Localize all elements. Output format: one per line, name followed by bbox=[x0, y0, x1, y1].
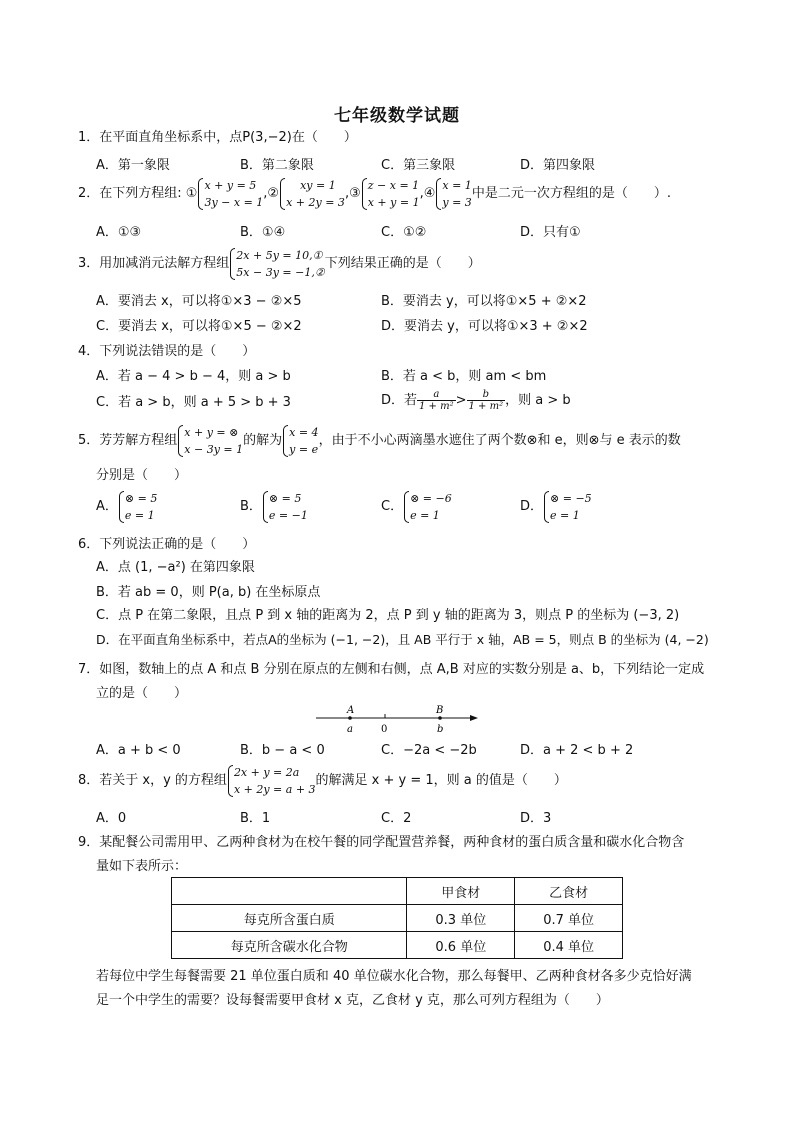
q4-d-num1: a bbox=[417, 389, 456, 401]
question-7: 7．如图，数轴上的点 A 和点 B 分别在原点的左侧和右侧，点 A,B 对应的实数分别是 a、b，下列结论一定成 bbox=[78, 662, 705, 677]
q6-option-d: D．在平面直角坐标系中，若点A的坐标为 (−1, −2)，且 AB 平行于 x 轴，AB = 5，则点 B 的坐标为 (4, −2) bbox=[96, 632, 709, 647]
page-title: 七年级数学试题 bbox=[334, 106, 460, 126]
q5-option-a bbox=[96, 489, 157, 525]
q8-suffix: 的解满足 x + y = 1，则 a 的值是（ ） bbox=[315, 773, 567, 788]
q3-prefix: 3．用加减消元法解方程组 bbox=[78, 256, 230, 271]
question-9-line-3: 若每位中学生每餐需要 21 单位蛋白质和 40 单位碳水化合物，那么每餐甲、乙两种食材各多少克恰好满 bbox=[96, 969, 692, 984]
q5-c-system bbox=[403, 490, 452, 524]
q8-option-c: C．2 bbox=[381, 811, 412, 826]
question-9: 9．某配餐公司需用甲、乙两种食材为在校午餐的同学配置营养餐，两种食材的蛋白质含量和碳水化合物含 bbox=[78, 835, 685, 850]
q2-s4-row1: x = 1 bbox=[442, 178, 472, 192]
q3-suffix: 下列结果正确的是（ ） bbox=[324, 256, 481, 271]
q2-circle-2: ,② bbox=[263, 186, 280, 201]
q4-option-a: A．若 a − 4 > b − 4，则 a > b bbox=[96, 369, 291, 384]
question-6: 6．下列说法正确的是（ ） bbox=[78, 537, 256, 552]
point-a-label: A bbox=[347, 705, 355, 716]
table-cell: 每克所含蛋白质 bbox=[172, 905, 407, 932]
q1-option-d: D．第四象限 bbox=[520, 158, 596, 173]
q5-b-system bbox=[262, 490, 308, 524]
q7-option-c: C．−2a < −2b bbox=[381, 743, 477, 758]
q5-suffix: ，由于不小心两滴墨水遮住了两个数⊗和 e，则⊗与 e 表示的数 bbox=[318, 433, 681, 448]
q4-d-prefix: D．若 bbox=[381, 393, 418, 408]
q8-row1: 2x + y = 2a bbox=[233, 765, 300, 779]
q4-option-d bbox=[381, 386, 571, 416]
table-cell: 每克所含碳水化合物 bbox=[172, 932, 407, 959]
q5-a-system bbox=[118, 490, 157, 524]
q3-option-c: C．要消去 x，可以将①×5 − ②×2 bbox=[96, 319, 302, 334]
table-cell: 0.4 单位 bbox=[515, 932, 623, 959]
point-a-dot bbox=[348, 716, 352, 720]
nutrition-table bbox=[171, 877, 623, 959]
q2-system-2 bbox=[279, 177, 345, 211]
q2-s2-row1: xy = 1 bbox=[300, 178, 336, 192]
q5-d-system bbox=[543, 490, 592, 524]
table-row bbox=[172, 932, 623, 959]
q3-row2: 5x − 3y = −1,② bbox=[236, 265, 325, 279]
table-header-cell: 甲食材 bbox=[407, 878, 515, 905]
origin-label: 0 bbox=[381, 724, 388, 735]
table-cell: 0.7 单位 bbox=[515, 905, 623, 932]
q2-option-a: A．①③ bbox=[96, 225, 142, 240]
q4-option-c: C．若 a > b，则 a + 5 > b + 3 bbox=[96, 395, 291, 410]
q8-option-d: D．3 bbox=[520, 811, 552, 826]
q7-option-b: B．b − a < 0 bbox=[240, 743, 325, 758]
q8-option-a: A．0 bbox=[96, 811, 127, 826]
q5-c-row1: ⊗ = −6 bbox=[410, 491, 452, 505]
q7-option-a: A．a + b < 0 bbox=[96, 743, 181, 758]
q8-prefix: 8．若关于 x，y 的方程组 bbox=[78, 773, 227, 788]
question-7-line-2: 立的是（ ） bbox=[96, 686, 188, 701]
q2-s3-row1: z − x = 1 bbox=[367, 178, 420, 192]
q4-option-b: B．若 a < b，则 am < bm bbox=[381, 369, 547, 384]
value-a-label: a bbox=[347, 724, 353, 735]
q8-option-b: B．1 bbox=[240, 811, 271, 826]
question-5 bbox=[78, 423, 681, 459]
q4-d-frac-1 bbox=[417, 389, 456, 412]
point-b-dot bbox=[438, 716, 442, 720]
q5-d-row1: ⊗ = −5 bbox=[550, 491, 592, 505]
table-header-cell: 乙食材 bbox=[515, 878, 623, 905]
question-5-line-2: 分别是（ ） bbox=[96, 468, 188, 483]
q2-system-4 bbox=[435, 177, 471, 211]
number-line-figure bbox=[314, 704, 484, 740]
q5-option-b bbox=[240, 489, 308, 525]
q5-c-row2: e = 1 bbox=[410, 508, 440, 522]
q2-s1-row1: x + y = 5 bbox=[204, 178, 257, 192]
q3-option-a: A．要消去 x，可以将①×3 − ②×5 bbox=[96, 294, 302, 309]
q8-system bbox=[227, 764, 316, 798]
table-header-cell bbox=[172, 878, 407, 905]
q6-option-b: B．若 ab = 0，则 P(a, b) 在坐标原点 bbox=[96, 585, 321, 600]
q5-prefix: 5．芳芳解方程组 bbox=[78, 433, 178, 448]
q5-solution bbox=[282, 424, 318, 458]
q2-system-1 bbox=[197, 177, 263, 211]
q5-row2: x − 3y = 1 bbox=[184, 442, 244, 456]
q7-option-d: D．a + 2 < b + 2 bbox=[520, 743, 634, 758]
number-line-arrow-icon bbox=[470, 715, 478, 721]
q5-a-row1: ⊗ = 5 bbox=[124, 491, 158, 505]
q2-s4-row2: y = 3 bbox=[442, 195, 472, 209]
q2-circle-4: ,④ bbox=[419, 186, 436, 201]
question-2 bbox=[78, 176, 671, 212]
question-4: 4．下列说法错误的是（ ） bbox=[78, 344, 256, 359]
question-1: 1．在平面直角坐标系中，点P(3,−2)在（ ） bbox=[78, 130, 357, 145]
question-9-line-2: 量如下表所示： bbox=[96, 859, 188, 874]
q2-system-3 bbox=[361, 177, 420, 211]
q5-row1: x + y = ⊗ bbox=[184, 425, 239, 439]
question-8 bbox=[78, 763, 567, 799]
q5-b-row1: ⊗ = 5 bbox=[268, 491, 302, 505]
q8-row2: x + 2y = a + 3 bbox=[233, 782, 316, 796]
q2-circle-3: ,③ bbox=[344, 186, 361, 201]
q2-s3-row2: x + y = 1 bbox=[367, 195, 420, 209]
q5-system bbox=[177, 424, 243, 458]
q2-option-d: D．只有① bbox=[520, 225, 581, 240]
q1-option-a: A．第一象限 bbox=[96, 158, 170, 173]
q5-middle: 的解为 bbox=[243, 433, 283, 448]
table-cell: 0.6 单位 bbox=[407, 932, 515, 959]
q1-option-b: B．第二象限 bbox=[240, 158, 314, 173]
q2-s1-row2: 3y − x = 1 bbox=[204, 195, 264, 209]
question-9-line-4: 足一个中学生的需要？设每餐需要甲食材 x 克，乙食材 y 克，那么可列方程组为（ ） bbox=[96, 993, 609, 1008]
value-b-label: b bbox=[437, 724, 444, 735]
q5-option-c bbox=[381, 489, 452, 525]
q2-prefix: 2．在下列方程组: ① bbox=[78, 186, 198, 201]
q3-option-b: B．要消去 y，可以将①×5 + ②×2 bbox=[381, 294, 587, 309]
q1-option-c: C．第三象限 bbox=[381, 158, 456, 173]
q5-option-d bbox=[520, 489, 592, 525]
q4-d-suffix: ，则 a > b bbox=[505, 393, 571, 408]
q2-s2-row2: x + 2y = 3 bbox=[286, 195, 345, 209]
table-header-row bbox=[172, 878, 623, 905]
q3-row1: 2x + 5y = 10,① bbox=[236, 248, 323, 262]
table-cell: 0.3 单位 bbox=[407, 905, 515, 932]
q4-d-gt: > bbox=[455, 393, 467, 408]
q2-suffix: 中是二元一次方程组的是（ ）. bbox=[471, 186, 671, 201]
q3-system bbox=[229, 247, 324, 281]
q4-d-frac-2 bbox=[467, 389, 506, 412]
q6-option-c: C．点 P 在第二象限，且点 P 到 x 轴的距离为 2，点 P 到 y 轴的距离为 3，则点 P 的坐标为 (−3, 2) bbox=[96, 608, 680, 623]
q4-d-den2: 1 + m² bbox=[468, 401, 504, 412]
q6-option-a: A．点 (1, −a²) 在第四象限 bbox=[96, 560, 255, 575]
q5-c-label: C． bbox=[381, 499, 404, 514]
table-row bbox=[172, 905, 623, 932]
q4-d-den1: 1 + m² bbox=[419, 401, 454, 412]
q5-d-row2: e = 1 bbox=[550, 508, 580, 522]
q5-d-label: D． bbox=[520, 499, 544, 514]
point-b-label: B bbox=[436, 705, 444, 716]
q5-b-row2: e = −1 bbox=[268, 508, 308, 522]
q5-a-row2: e = 1 bbox=[124, 508, 155, 522]
q5-a-label: A． bbox=[96, 499, 118, 514]
q4-d-num2: b bbox=[467, 389, 506, 401]
question-3 bbox=[78, 246, 481, 282]
q5-sol-row1: x = 4 bbox=[289, 425, 319, 439]
q2-option-b: B．①④ bbox=[240, 225, 286, 240]
q5-b-label: B． bbox=[240, 499, 262, 514]
q5-sol-row2: y = e bbox=[289, 442, 319, 456]
q2-option-c: C．①② bbox=[381, 225, 427, 240]
q3-option-d: D．要消去 y，可以将①×3 + ②×2 bbox=[381, 319, 588, 334]
